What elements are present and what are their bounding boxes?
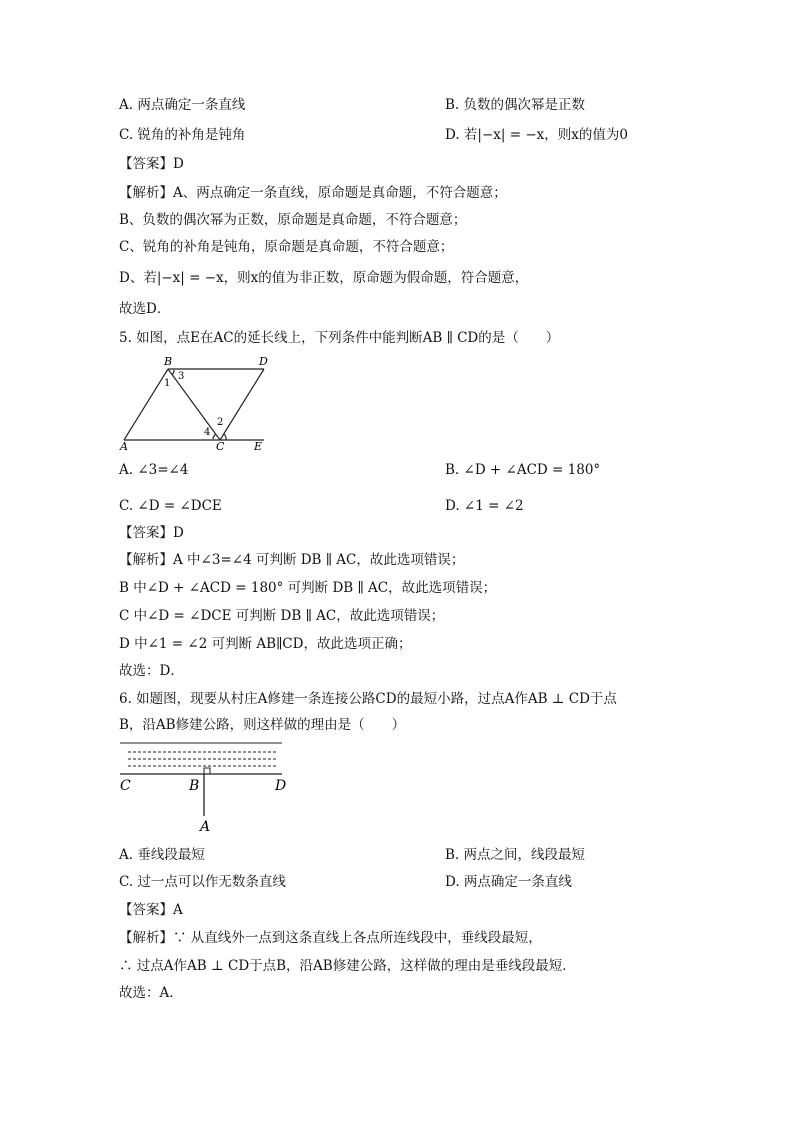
option-a: A. 两点确定一条直线	[119, 97, 246, 113]
figure-label: D	[259, 355, 268, 368]
analysis-line: D、若|−x| = −x，则x的值为非正数，原命题为假命题，符合题意，	[119, 270, 529, 286]
analysis-line: C 中∠D = ∠DCE 可判断 DB ∥ AC，故此选项错误；	[119, 608, 445, 624]
answer-line: 【答案】D	[119, 525, 184, 541]
analysis-line: 故选D．	[119, 301, 171, 317]
analysis-line: B 中∠D + ∠ACD = 180° 可判断 DB ∥ AC，故此选项错误；	[119, 580, 497, 596]
figure-label: A	[120, 440, 128, 453]
option-d: D. 两点确定一条直线	[445, 874, 572, 890]
figure-label: 3	[178, 371, 185, 382]
analysis-line: D 中∠1 = ∠2 可判断 AB∥CD，故此选项正确；	[119, 636, 412, 652]
option-a: A. ∠3=∠4	[119, 462, 189, 478]
figure-label: B	[189, 778, 200, 794]
option-c: C. ∠D = ∠DCE	[119, 498, 222, 514]
figure-label: 2	[217, 417, 224, 428]
analysis-line: 故选：D．	[119, 663, 184, 679]
figure-label: C	[120, 778, 131, 794]
option-d: D. ∠1 = ∠2	[445, 498, 524, 514]
parallelogram-figure	[116, 353, 276, 453]
figure-label: D	[275, 778, 287, 794]
analysis-line: ∴ 过点A作AB ⊥ CD于点B，沿AB修建公路，这样做的理由是垂线段最短．	[119, 958, 576, 974]
option-d: D. 若|−x| = −x，则x的值为0	[445, 127, 628, 143]
option-b: B. 两点之间，线段最短	[445, 847, 586, 863]
answer-line: 【答案】A	[119, 902, 183, 918]
analysis-line: 故选：A．	[119, 985, 183, 1001]
figure-label: 4	[204, 427, 211, 438]
option-b: B. ∠D + ∠ACD = 180°	[445, 462, 601, 478]
question-stem: B，沿AB修建公路，则这样做的理由是（ ）	[119, 717, 406, 733]
figure-label: B	[164, 355, 173, 368]
figure-label: E	[254, 440, 263, 453]
option-b: B. 负数的偶次幂是正数	[445, 97, 586, 113]
analysis-line: 【解析】A 中∠3=∠4 可判断 DB ∥ AC，故此选项错误；	[119, 552, 465, 568]
option-a: A. 垂线段最短	[119, 847, 205, 863]
figure-label: A	[200, 819, 211, 835]
analysis-line: 【解析】∵ 从直线外一点到这条直线上各点所连线段中，垂线段最短，	[119, 930, 542, 946]
question-stem: 6. 如题图，现要从村庄A修建一条连接公路CD的最短小路，过点A作AB ⊥ CD于点	[119, 691, 617, 707]
road-figure	[116, 738, 296, 838]
analysis-line: B、负数的偶次幂为正数，原命题是真命题，不符合题意；	[119, 212, 467, 228]
analysis-line: C、锐角的补角是钝角，原命题是真命题，不符合题意；	[119, 239, 454, 255]
figure-label: 1	[164, 378, 171, 389]
question-stem: 5. 如图，点E在AC的延长线上，下列条件中能判断AB ∥ CD的是（ ）	[119, 330, 560, 346]
answer-line: 【答案】D	[119, 156, 184, 172]
option-c: C. 锐角的补角是钝角	[119, 127, 246, 143]
option-c: C. 过一点可以作无数条直线	[119, 874, 286, 890]
analysis-line: 【解析】A、两点确定一条直线，原命题是真命题，不符合题意；	[119, 185, 507, 201]
figure-label: C	[216, 440, 225, 453]
